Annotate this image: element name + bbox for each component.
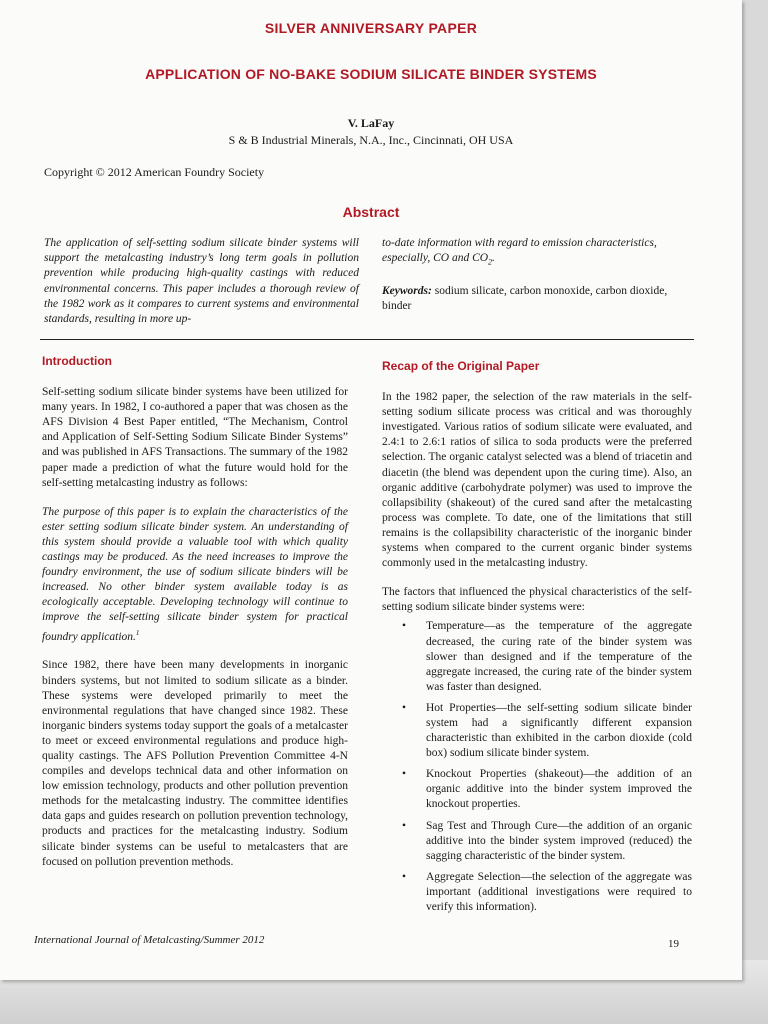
co2-subscript: 2 [488,257,493,267]
quote-reference: 1 [135,628,140,637]
abstract-heading: Abstract [342,204,400,220]
author-name: V. LaFay [347,116,395,130]
intro-quote: The purpose of this paper is to explain the characteristics of the ester setting sodium silicate binder system. An understanding of this system should provide a valuable tool with which quality castings may be produced. As the need increases to improve the foundry environment, the use of sodium silicate binders will be increased. No other binder system available today is as ecologically acceptable. Developing technology will continue to improve the self-setting silicate binder system for practical foundry application.$^1$ [42,505,348,643]
page-number: 19 [668,938,679,950]
factors-list [382,619,692,915]
section-divider [40,339,694,340]
introduction-heading: Introduction [42,354,112,368]
author-affiliation: S & B Industrial Minerals, N.A., Inc., Cincinnati, OH USA [228,133,514,147]
list-item: • Hot Properties—the self-setting sodium silicate binder system had a significantly different expansion characteristic than exhibited in the carbon dioxide (cold box) sodium silicate binder system. [426,701,692,761]
footer-journal-name: International Journal of Metalcasting/Summer 2012 [34,934,265,946]
abstract-column-right [382,236,694,314]
intro-paragraph-1: Self-setting sodium silicate binder systems have been utilized for many years. In 1982, I co-authored a paper that was chosen as the AFS Division 4 Best Paper entitled, “The Mechanism, Control and Application of Self-Setting Sodium Silicate Binder Systems” and was published in AFS Transactions. The summary of the 1982 paper made a prediction of what the future would hold for the self-setting metalcasting industry as follows: [42,386,348,489]
list-item: • Sag Test and Through Cure—the addition of an organic additive into the binder system improved (reduced) the sagging characteristic of the binder system. [426,819,692,864]
keywords-text: sodium silicate, carbon monoxide, carbon dioxide, binder [382,284,668,312]
recap-paragraph-1: In the 1982 paper, the selection of the raw materials in the self-setting sodium silicate process was critical and was thoroughly investigated. Various ratios of sodium silicate were evaluated, and 2.4:1 to 2.6:1 ratios of silica to soda products were the preferred selection. The organic catalyst selected was a blend of triacetin and diacetin (the blend was dependent upon the curing time). Also, an organic additive (carbohydrate polymer) was used to improve the collapsibility (shakeout) of the cured sand after the metalcasting process was complete. To date, one of the limitations that still remains is the collapsibility characteristic of the inorganic binder systems when compared to the current organic binder systems commonly used in the metalcasting industry. [382,391,692,570]
keywords [382,284,694,314]
copyright-notice: Copyright © 2012 American Foundry Society [44,165,265,179]
abstract-text-right: to-date information with regard to emission characteristics, especially, CO and $CO_2$. [382,237,657,267]
list-item: • Aggregate Selection—the selection of the aggregate was important (additional investigations were required to verify this information). [426,870,692,915]
recap-column [382,359,692,921]
recap-heading: Recap of the Original Paper [382,359,540,373]
series-heading: SILVER ANNIVERSARY PAPER [264,20,478,36]
recap-paragraph-2: The factors that influenced the physical characteristics of the self-setting sodium silicate binder systems were: [382,586,692,614]
list-item: • Temperature—as the temperature of the aggregate decreased, the curing rate of the binder system was slower than designed and if the temperature of the aggregate increased, the curing rate of the binder system was faster than designed. [426,619,692,694]
keywords-label: Keywords: [382,284,432,297]
intro-paragraph-2: Since 1982, there have been many developments in inorganic binders systems, but not limited to sodium silicate as a binder. These systems were developed primarily to meet the environmental regulations that have changed since 1982. These inorganic binders systems today support the goals of a metalcaster to meet or exceed environmental regulations and produce high-quality castings. The AFS Pollution Prevention Committee 4-N compiles and develops technical data and other information on low emission technology, products and other pollution prevention methods for the metalcasting industry. The committee identifies data gaps and guides research on pollution prevention technology, products and practices for the metalcasting industry. Sodium silicate binder systems can be useful to metalcasters that are focused on pollution prevention methods. [42,659,348,868]
paper-title: APPLICATION OF NO-BAKE SODIUM SILICATE BINDER SYSTEMS [145,66,597,82]
abstract-text-left: The application of self-setting sodium silicate binder systems will support the metalcasting industry’s long term goals in pollution prevention while producing high-quality castings with reduced environmental concerns. This paper includes a thorough review of the 1982 work as it compares to current systems and environmental standards, resulting in more up- [44,237,359,326]
introduction-column [42,354,348,884]
list-item: • Knockout Properties (shakeout)—the addition of an organic additive into the binder system improved the knockout properties. [426,767,692,812]
